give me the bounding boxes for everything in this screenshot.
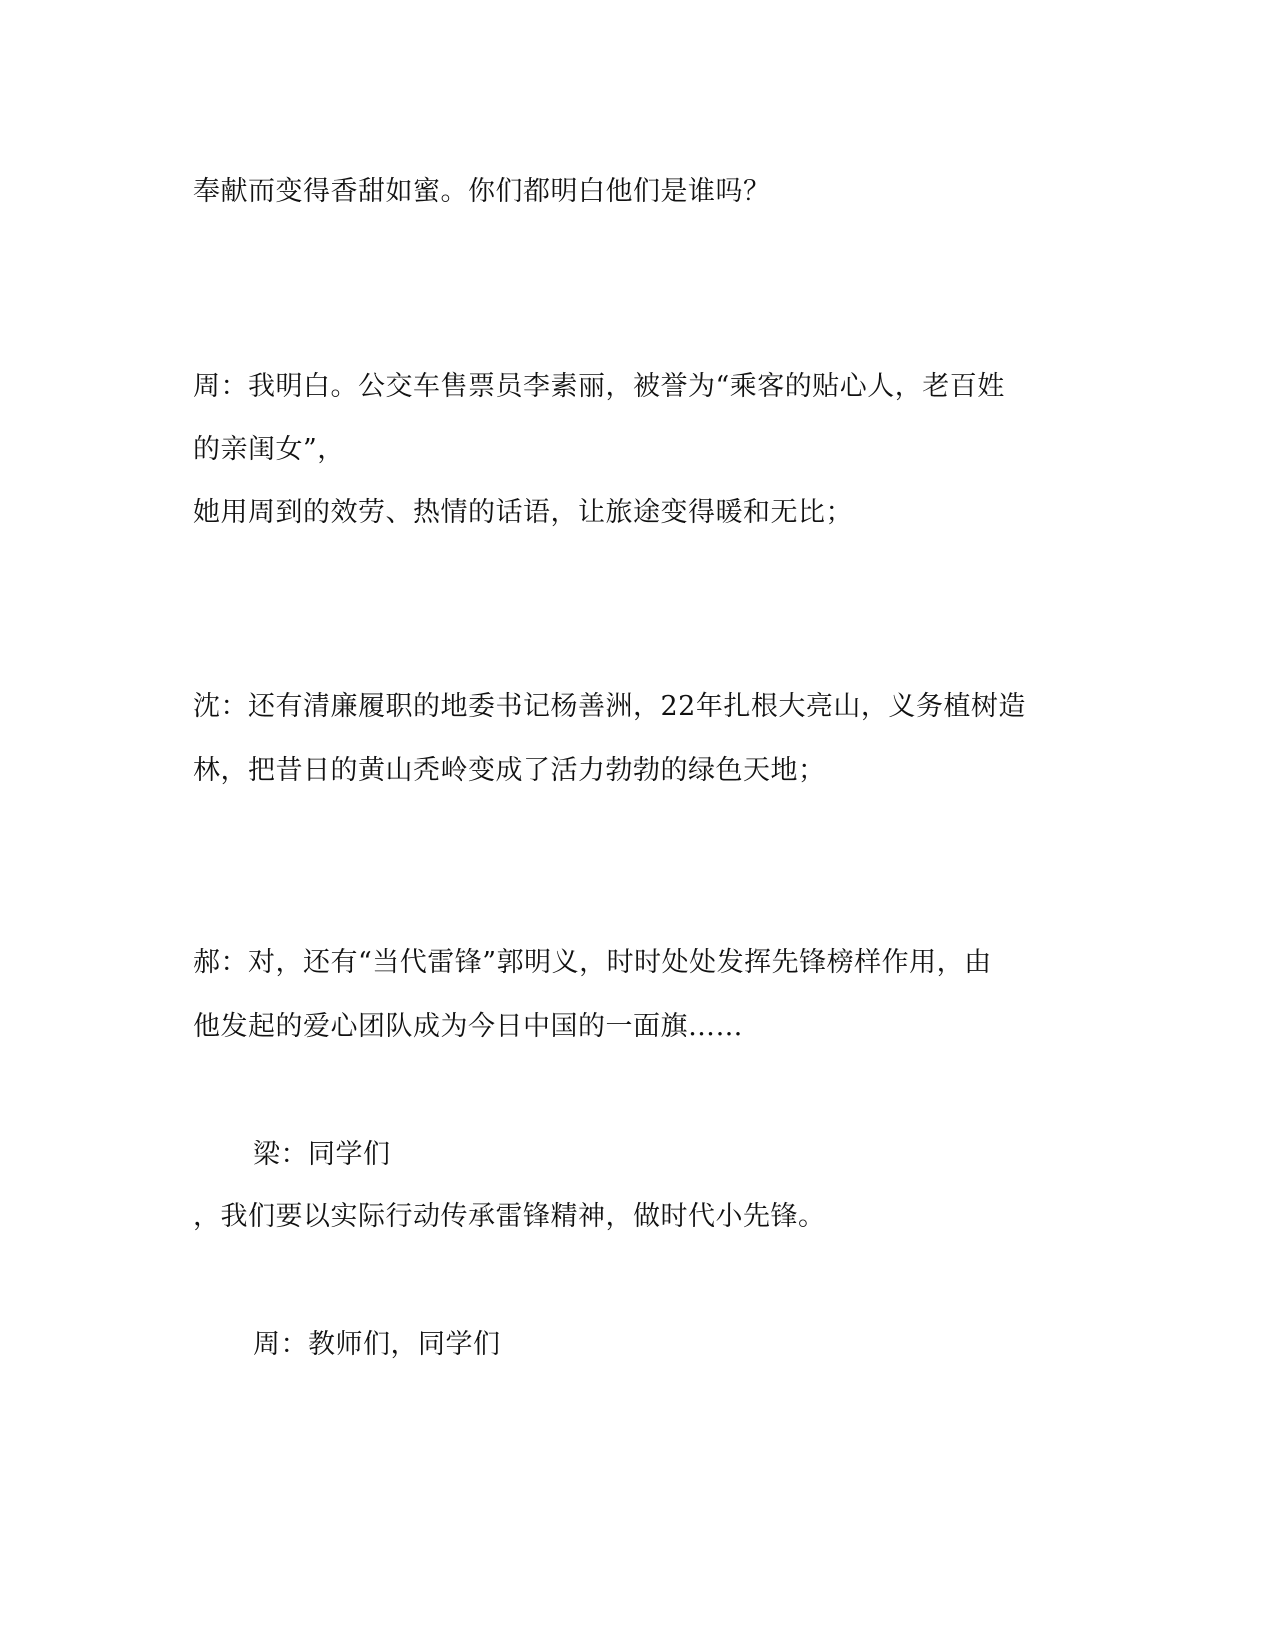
text-line-3: 的亲闺女”， xyxy=(193,434,345,465)
text-line-2: 周：我明白。公交车售票员李素丽，被誉为“乘客的贴心人，老百姓 xyxy=(193,371,1005,402)
text-line-5: 沈：还有清廉履职的地委书记杨善洲，22年扎根大亮山，义务植树造 xyxy=(193,691,1026,722)
text-line-7: 郝：对，还有“当代雷锋”郭明义，时时处处发挥先锋榜样作用，由 xyxy=(193,947,992,978)
text-line-11: 周：教师们，同学们 xyxy=(253,1329,501,1360)
text-line-9: 梁：同学们 xyxy=(253,1139,391,1170)
text-line-1: 奉献而变得香甜如蜜。你们都明白他们是谁吗？ xyxy=(193,176,771,207)
text-line-4: 她用周到的效劳、热情的话语，让旅途变得暖和无比； xyxy=(193,497,853,528)
text-line-10: ，我们要以实际行动传承雷锋精神，做时代小先锋。 xyxy=(193,1201,826,1232)
text-line-6: 林，把昔日的黄山秃岭变成了活力勃勃的绿色天地； xyxy=(193,755,826,786)
text-line-8: 他发起的爱心团队成为今日中国的一面旗…… xyxy=(193,1011,743,1042)
